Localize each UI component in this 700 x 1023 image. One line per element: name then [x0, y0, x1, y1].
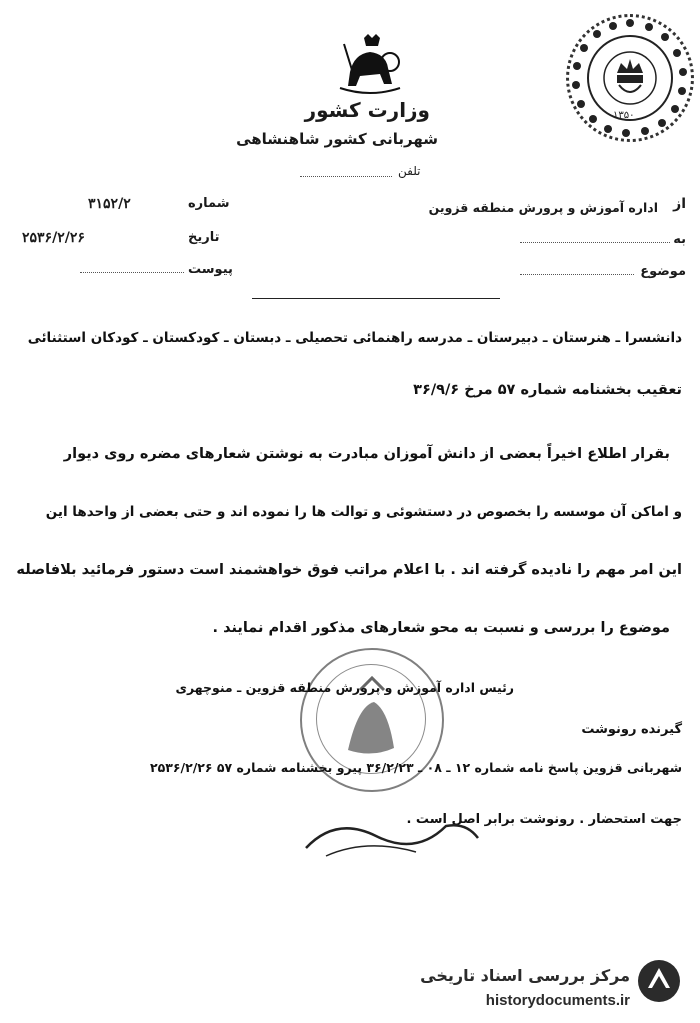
- date-label: تاریخ: [188, 230, 220, 245]
- recipients-line: دانشسرا ـ هنرستان ـ دبیرستان ـ مدرسه راهنمائی تحصیلی ـ دبستان ـ کودکستان ـ کودکان استثنائی: [27, 330, 682, 346]
- number-value: ۳۱۵۲/۲: [88, 196, 131, 212]
- from-value: اداره آموزش و پرورش منطقه قزوین: [428, 200, 658, 215]
- to-dots: [520, 242, 670, 243]
- subject-label: موضوع: [640, 264, 686, 279]
- attachment-dots: [80, 272, 184, 273]
- attachment-label: پیوست: [188, 262, 233, 277]
- seal-year: ۱۳۵۰: [613, 110, 635, 121]
- signature-line: رئیس اداره آموزش و پرورش منطقه قزوین ـ منوچهری: [175, 680, 514, 695]
- body-line-2: و اماکن آن موسسه را بخصوص در دستشوئی و توالت ها را نموده اند و حتی بعضی از واحدها این: [45, 504, 682, 520]
- subject-dots: [520, 274, 634, 275]
- ministry-title: وزارت کشور: [304, 98, 430, 122]
- header-divider: [252, 298, 500, 299]
- phone-label: تلفن: [398, 164, 421, 178]
- seal-stamp: [566, 14, 694, 142]
- number-label: شماره: [188, 196, 230, 211]
- cc-label: گیرنده رونوشت: [581, 722, 682, 737]
- watermark-logo-icon: [636, 958, 682, 1004]
- body-line-1: بقرار اطلاع اخیراً بعضی از دانش آموزان مبادرت به نوشتن شعارهای مضره روی دیوار: [63, 446, 670, 462]
- to-label: به: [673, 232, 686, 247]
- cc-line: شهربانی قزوین پاسخ نامه شماره ۱۲ ـ ۰۸ ـ ۳۶/۲/۲۳ پیرو بخشنامه شماره ۵۷ ۲۵۳۶/۲/۲۶: [149, 760, 682, 775]
- date-value: ۲۵۳۶/۲/۲۶: [22, 230, 85, 246]
- cc-purpose: جهت استحضار . رونوشت برابر اصل است .: [406, 812, 682, 827]
- reference-line: تعقیب بخشنامه شماره ۵۷ مرخ ۳۶/۹/۶: [413, 382, 682, 398]
- department-title: شهربانی کشور شاهنشاهی: [236, 130, 438, 148]
- watermark-site: historydocuments.ir: [485, 992, 630, 1009]
- from-label: از: [673, 196, 686, 212]
- body-line-3: این امر مهم را نادیده گرفته اند . با اعلام مراتب فوق خواهشمند است دستور فرمائید بلافاصله: [16, 562, 682, 578]
- body-line-4: موضوع را بررسی و نسبت به محو شعارهای مذکور اقدام نمایند .: [212, 620, 670, 636]
- handwritten-signature: [296, 808, 486, 868]
- lion-sun-emblem: [330, 32, 410, 102]
- watermark-title: مرکز بررسی اسناد تاریخی: [420, 966, 630, 985]
- phone-dots: [300, 176, 392, 177]
